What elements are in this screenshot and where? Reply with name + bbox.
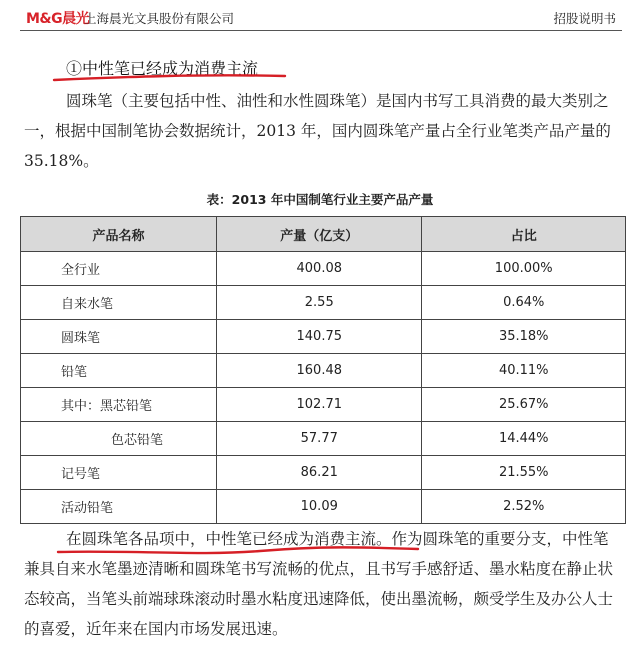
table-row — [21, 456, 626, 490]
column-header-product: 产品名称 — [21, 217, 217, 252]
output-cell: 57.77 — [217, 422, 422, 456]
product-name-cell: 活动铅笔 — [21, 490, 217, 524]
share-cell: 14.44% — [422, 422, 626, 456]
table-row — [21, 490, 626, 524]
share-cell: 2.52% — [422, 490, 626, 524]
paragraph-intro: 圆珠笔（主要包括中性、油性和水性圆珠笔）是国内书写工具消费的最大类别之一，根据中国制笔协会数据统计，2013 年，国内圆珠笔产量占全行业笔类产品产量的 35.18%。 — [24, 92, 611, 170]
product-name-cell: 其中：黑芯铅笔 — [21, 388, 217, 422]
document-type: 招股说明书 — [553, 11, 616, 26]
product-name-cell: 全行业 — [21, 252, 217, 286]
section-heading: ①中性笔已经成为消费主流 — [66, 59, 259, 78]
header-divider — [20, 30, 622, 31]
output-cell: 10.09 — [217, 490, 422, 524]
output-cell: 2.55 — [217, 286, 422, 320]
output-cell: 86.21 — [217, 456, 422, 490]
share-cell: 100.00% — [422, 252, 626, 286]
page-header — [20, 6, 622, 30]
company-name: 上海晨光文具股份有限公司 — [84, 11, 235, 26]
table-row — [21, 388, 626, 422]
table-row — [21, 252, 626, 286]
column-header-share: 占比 — [422, 217, 626, 252]
share-cell: 21.55% — [422, 456, 626, 490]
product-name-cell: 自来水笔 — [21, 286, 217, 320]
share-cell: 0.64% — [422, 286, 626, 320]
share-cell: 40.11% — [422, 354, 626, 388]
product-name-cell: 色芯铅笔 — [21, 422, 217, 456]
table-row — [21, 286, 626, 320]
product-name-cell: 圆珠笔 — [21, 320, 217, 354]
product-name-cell: 记号笔 — [21, 456, 217, 490]
paragraph-gel-pen: 在圆珠笔各品项中，中性笔已经成为消费主流。作为圆珠笔的重要分支，中性笔兼具自来水笔墨迹清晰和圆珠笔书写流畅的优点，且书写手感舒适、墨水粘度在静止状态较高，当笔头前端球珠滚动时墨水粘度迅速降低，使出墨流畅，颇受学生及办公人士的喜爱，近年来在国内市场发展迅速。 — [24, 530, 614, 638]
output-cell: 102.71 — [217, 388, 422, 422]
column-header-output: 产量（亿支） — [217, 217, 422, 252]
table-row — [21, 422, 626, 456]
share-cell: 25.67% — [422, 388, 626, 422]
output-cell: 140.75 — [217, 320, 422, 354]
output-cell: 400.08 — [217, 252, 422, 286]
table-caption: 表：2013 年中国制笔行业主要产品产量 — [206, 192, 434, 207]
table-header-row — [21, 217, 626, 252]
share-cell: 35.18% — [422, 320, 626, 354]
output-cell: 160.48 — [217, 354, 422, 388]
production-table — [20, 216, 626, 524]
company-logo: M&G晨光 — [26, 11, 90, 27]
table-row — [21, 320, 626, 354]
product-name-cell: 铅笔 — [21, 354, 217, 388]
table-row — [21, 354, 626, 388]
